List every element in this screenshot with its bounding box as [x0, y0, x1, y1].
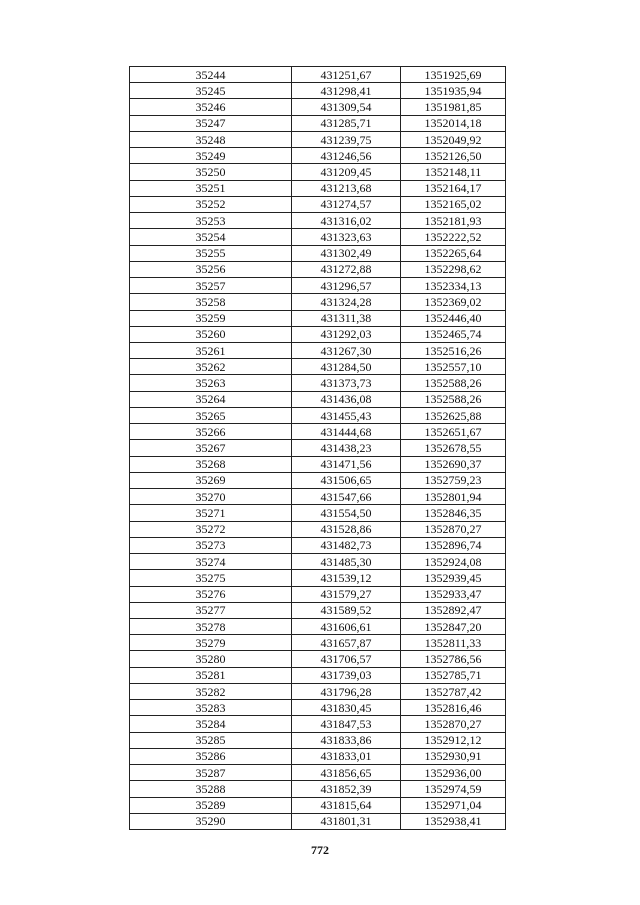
point-number-cell: 35274 — [130, 554, 292, 570]
table-row — [130, 83, 506, 99]
x-coordinate-cell: 431292,03 — [292, 326, 401, 342]
table-row — [130, 180, 506, 196]
table-row — [130, 391, 506, 407]
x-coordinate-cell: 431833,01 — [292, 748, 401, 764]
table-row — [130, 424, 506, 440]
y-coordinate-cell: 1352930,91 — [401, 748, 506, 764]
y-coordinate-cell: 1352516,26 — [401, 342, 506, 358]
point-number-cell: 35254 — [130, 229, 292, 245]
point-number-cell: 35290 — [130, 813, 292, 829]
table-row — [130, 245, 506, 261]
y-coordinate-cell: 1352801,94 — [401, 489, 506, 505]
table-row — [130, 148, 506, 164]
y-coordinate-cell: 1352222,52 — [401, 229, 506, 245]
table-row — [130, 570, 506, 586]
x-coordinate-cell: 431311,38 — [292, 310, 401, 326]
point-number-cell: 35248 — [130, 131, 292, 147]
point-number-cell: 35264 — [130, 391, 292, 407]
table-row — [130, 521, 506, 537]
table-row — [130, 472, 506, 488]
point-number-cell: 35289 — [130, 797, 292, 813]
y-coordinate-cell: 1352787,42 — [401, 683, 506, 699]
x-coordinate-cell: 431267,30 — [292, 342, 401, 358]
table-row — [130, 359, 506, 375]
point-number-cell: 35273 — [130, 537, 292, 553]
table-row — [130, 797, 506, 813]
table-row — [130, 635, 506, 651]
point-number-cell: 35275 — [130, 570, 292, 586]
point-number-cell: 35268 — [130, 456, 292, 472]
y-coordinate-cell: 1352847,20 — [401, 618, 506, 634]
x-coordinate-cell: 431246,56 — [292, 148, 401, 164]
y-coordinate-cell: 1352870,27 — [401, 521, 506, 537]
table-row — [130, 440, 506, 456]
y-coordinate-cell: 1352892,47 — [401, 602, 506, 618]
y-coordinate-cell: 1352786,56 — [401, 651, 506, 667]
point-number-cell: 35269 — [130, 472, 292, 488]
table-row — [130, 310, 506, 326]
point-number-cell: 35250 — [130, 164, 292, 180]
x-coordinate-cell: 431239,75 — [292, 131, 401, 147]
y-coordinate-cell: 1352164,17 — [401, 180, 506, 196]
y-coordinate-cell: 1352148,11 — [401, 164, 506, 180]
point-number-cell: 35247 — [130, 115, 292, 131]
point-number-cell: 35258 — [130, 294, 292, 310]
x-coordinate-cell: 431589,52 — [292, 602, 401, 618]
x-coordinate-cell: 431815,64 — [292, 797, 401, 813]
table-row — [130, 375, 506, 391]
x-coordinate-cell: 431324,28 — [292, 294, 401, 310]
y-coordinate-cell: 1352912,12 — [401, 732, 506, 748]
x-coordinate-cell: 431274,57 — [292, 196, 401, 212]
point-number-cell: 35279 — [130, 635, 292, 651]
x-coordinate-cell: 431285,71 — [292, 115, 401, 131]
table-row — [130, 618, 506, 634]
table-row — [130, 99, 506, 115]
table-row — [130, 261, 506, 277]
x-coordinate-cell: 431438,23 — [292, 440, 401, 456]
y-coordinate-cell: 1352785,71 — [401, 667, 506, 683]
table-row — [130, 326, 506, 342]
y-coordinate-cell: 1352816,46 — [401, 700, 506, 716]
table-row — [130, 700, 506, 716]
x-coordinate-cell: 431554,50 — [292, 505, 401, 521]
point-number-cell: 35277 — [130, 602, 292, 618]
point-number-cell: 35244 — [130, 67, 292, 83]
point-number-cell: 35288 — [130, 781, 292, 797]
x-coordinate-cell: 431482,73 — [292, 537, 401, 553]
x-coordinate-cell: 431444,68 — [292, 424, 401, 440]
point-number-cell: 35259 — [130, 310, 292, 326]
x-coordinate-cell: 431213,68 — [292, 180, 401, 196]
x-coordinate-cell: 431251,67 — [292, 67, 401, 83]
y-coordinate-cell: 1352588,26 — [401, 391, 506, 407]
y-coordinate-cell: 1352759,23 — [401, 472, 506, 488]
y-coordinate-cell: 1352939,45 — [401, 570, 506, 586]
y-coordinate-cell: 1352938,41 — [401, 813, 506, 829]
point-number-cell: 35252 — [130, 196, 292, 212]
x-coordinate-cell: 431284,50 — [292, 359, 401, 375]
y-coordinate-cell: 1352049,92 — [401, 131, 506, 147]
y-coordinate-cell: 1352298,62 — [401, 261, 506, 277]
table-row — [130, 732, 506, 748]
y-coordinate-cell: 1352465,74 — [401, 326, 506, 342]
x-coordinate-cell: 431539,12 — [292, 570, 401, 586]
point-number-cell: 35255 — [130, 245, 292, 261]
table-row — [130, 196, 506, 212]
coordinates-table-body — [130, 67, 506, 830]
table-row — [130, 554, 506, 570]
x-coordinate-cell: 431209,45 — [292, 164, 401, 180]
table-row — [130, 781, 506, 797]
y-coordinate-cell: 1352811,33 — [401, 635, 506, 651]
point-number-cell: 35260 — [130, 326, 292, 342]
table-row — [130, 229, 506, 245]
y-coordinate-cell: 1352846,35 — [401, 505, 506, 521]
table-row — [130, 342, 506, 358]
y-coordinate-cell: 1352557,10 — [401, 359, 506, 375]
table-row — [130, 765, 506, 781]
y-coordinate-cell: 1352924,08 — [401, 554, 506, 570]
table-row — [130, 164, 506, 180]
x-coordinate-cell: 431833,86 — [292, 732, 401, 748]
y-coordinate-cell: 1352588,26 — [401, 375, 506, 391]
point-number-cell: 35245 — [130, 83, 292, 99]
point-number-cell: 35251 — [130, 180, 292, 196]
table-row — [130, 115, 506, 131]
y-coordinate-cell: 1352181,93 — [401, 213, 506, 229]
x-coordinate-cell: 431606,61 — [292, 618, 401, 634]
x-coordinate-cell: 431323,63 — [292, 229, 401, 245]
y-coordinate-cell: 1352126,50 — [401, 148, 506, 164]
x-coordinate-cell: 431801,31 — [292, 813, 401, 829]
table-row — [130, 278, 506, 294]
table-row — [130, 586, 506, 602]
x-coordinate-cell: 431856,65 — [292, 765, 401, 781]
x-coordinate-cell: 431436,08 — [292, 391, 401, 407]
table-row — [130, 602, 506, 618]
y-coordinate-cell: 1352870,27 — [401, 716, 506, 732]
x-coordinate-cell: 431485,30 — [292, 554, 401, 570]
y-coordinate-cell: 1352651,67 — [401, 424, 506, 440]
y-coordinate-cell: 1351981,85 — [401, 99, 506, 115]
table-row — [130, 683, 506, 699]
y-coordinate-cell: 1352678,55 — [401, 440, 506, 456]
table-row — [130, 67, 506, 83]
point-number-cell: 35256 — [130, 261, 292, 277]
x-coordinate-cell: 431309,54 — [292, 99, 401, 115]
x-coordinate-cell: 431296,57 — [292, 278, 401, 294]
point-number-cell: 35278 — [130, 618, 292, 634]
point-number-cell: 35283 — [130, 700, 292, 716]
table-row — [130, 813, 506, 829]
x-coordinate-cell: 431579,27 — [292, 586, 401, 602]
y-coordinate-cell: 1352936,00 — [401, 765, 506, 781]
y-coordinate-cell: 1352933,47 — [401, 586, 506, 602]
x-coordinate-cell: 431852,39 — [292, 781, 401, 797]
y-coordinate-cell: 1352446,40 — [401, 310, 506, 326]
y-coordinate-cell: 1352369,02 — [401, 294, 506, 310]
point-number-cell: 35249 — [130, 148, 292, 164]
table-row — [130, 456, 506, 472]
point-number-cell: 35265 — [130, 407, 292, 423]
point-number-cell: 35257 — [130, 278, 292, 294]
point-number-cell: 35271 — [130, 505, 292, 521]
x-coordinate-cell: 431302,49 — [292, 245, 401, 261]
y-coordinate-cell: 1352971,04 — [401, 797, 506, 813]
y-coordinate-cell: 1352265,64 — [401, 245, 506, 261]
x-coordinate-cell: 431547,66 — [292, 489, 401, 505]
y-coordinate-cell: 1352334,13 — [401, 278, 506, 294]
point-number-cell: 35280 — [130, 651, 292, 667]
table-row — [130, 748, 506, 764]
x-coordinate-cell: 431528,86 — [292, 521, 401, 537]
point-number-cell: 35263 — [130, 375, 292, 391]
x-coordinate-cell: 431298,41 — [292, 83, 401, 99]
x-coordinate-cell: 431796,28 — [292, 683, 401, 699]
point-number-cell: 35287 — [130, 765, 292, 781]
point-number-cell: 35267 — [130, 440, 292, 456]
y-coordinate-cell: 1352690,37 — [401, 456, 506, 472]
table-row — [130, 537, 506, 553]
table-row — [130, 651, 506, 667]
table-row — [130, 294, 506, 310]
point-number-cell: 35284 — [130, 716, 292, 732]
x-coordinate-cell: 431373,73 — [292, 375, 401, 391]
x-coordinate-cell: 431316,02 — [292, 213, 401, 229]
table-row — [130, 667, 506, 683]
y-coordinate-cell: 1351925,69 — [401, 67, 506, 83]
point-number-cell: 35285 — [130, 732, 292, 748]
y-coordinate-cell: 1351935,94 — [401, 83, 506, 99]
table-row — [130, 505, 506, 521]
x-coordinate-cell: 431272,88 — [292, 261, 401, 277]
x-coordinate-cell: 431455,43 — [292, 407, 401, 423]
point-number-cell: 35272 — [130, 521, 292, 537]
y-coordinate-cell: 1352896,74 — [401, 537, 506, 553]
table-row — [130, 716, 506, 732]
point-number-cell: 35266 — [130, 424, 292, 440]
table-row — [130, 131, 506, 147]
x-coordinate-cell: 431657,87 — [292, 635, 401, 651]
table-row — [130, 213, 506, 229]
x-coordinate-cell: 431706,57 — [292, 651, 401, 667]
point-number-cell: 35261 — [130, 342, 292, 358]
x-coordinate-cell: 431830,45 — [292, 700, 401, 716]
y-coordinate-cell: 1352165,02 — [401, 196, 506, 212]
point-number-cell: 35281 — [130, 667, 292, 683]
x-coordinate-cell: 431471,56 — [292, 456, 401, 472]
point-number-cell: 35253 — [130, 213, 292, 229]
point-number-cell: 35282 — [130, 683, 292, 699]
table-row — [130, 489, 506, 505]
point-number-cell: 35286 — [130, 748, 292, 764]
y-coordinate-cell: 1352014,18 — [401, 115, 506, 131]
table-row — [130, 407, 506, 423]
point-number-cell: 35276 — [130, 586, 292, 602]
x-coordinate-cell: 431739,03 — [292, 667, 401, 683]
page-number: 772 — [311, 843, 329, 857]
x-coordinate-cell: 431506,65 — [292, 472, 401, 488]
point-number-cell: 35246 — [130, 99, 292, 115]
x-coordinate-cell: 431847,53 — [292, 716, 401, 732]
y-coordinate-cell: 1352974,59 — [401, 781, 506, 797]
point-number-cell: 35262 — [130, 359, 292, 375]
coordinates-table — [129, 66, 506, 830]
point-number-cell: 35270 — [130, 489, 292, 505]
y-coordinate-cell: 1352625,88 — [401, 407, 506, 423]
